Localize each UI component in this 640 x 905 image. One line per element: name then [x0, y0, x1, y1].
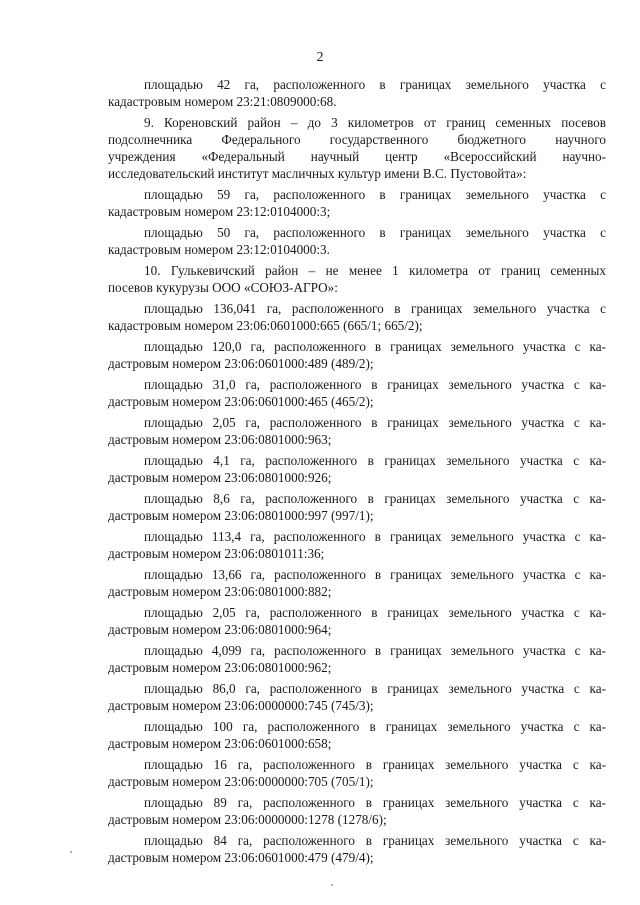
text-line: площадью 2,05 га, расположенного в границах земельного участка с ка-: [144, 605, 606, 620]
text-line: площадью 50 га, расположенного в границах земельного участка с: [144, 225, 606, 240]
paragraph-plot-310ha: [108, 376, 606, 410]
text-line: кадастровым номером 23:12:0104000:3;: [108, 204, 331, 219]
text-line: площадью 89 га, расположенного в границах земельного участка с ка-: [144, 795, 606, 810]
text-line: площадью 136,041 га, расположенного в границах земельного участка с: [144, 301, 606, 316]
paragraph-plot-4099ha: [108, 642, 606, 676]
text-line: площадью 8,6 га, расположенного в границах земельного участка с ка-: [144, 491, 606, 506]
paragraph-plot-86ha: [108, 490, 606, 524]
text-line: площадью 16 га, расположенного в границах земельного участка с ка-: [144, 757, 606, 772]
paragraph-plot-205ha-964: [108, 604, 606, 638]
text-line: дастровым номером 23:06:0601000:489 (489/2);: [108, 356, 374, 371]
text-line: площадью 42 га, расположенного в границах земельного участка с: [144, 77, 606, 92]
paragraph-plot-100ha: [108, 718, 606, 752]
scan-speck: [331, 884, 333, 886]
text-line: площадью 100 га, расположенного в границах земельного участка с ка-: [144, 719, 606, 734]
text-line: площадью 13,66 га, расположенного в границах земельного участка с ка-: [144, 567, 606, 582]
text-line: дастровым номером 23:06:0801000:962;: [108, 660, 332, 675]
text-line: дастровым номером 23:06:0801000:997 (997/1);: [108, 508, 374, 523]
text-line: площадью 4,099 га, расположенного в границах земельного участка с ка-: [144, 643, 606, 658]
document-body: [108, 76, 606, 866]
paragraph-plot-136041ha: [108, 300, 606, 334]
text-line: исследовательский институт масличных культур имени В.С. Пустовойта»:: [108, 166, 527, 181]
text-line: 9. Кореновский район – до 3 километров от границ семенных посевов: [144, 115, 606, 130]
text-line: учреждения «Федеральный научный центр «Всероссийский научно-: [108, 149, 606, 164]
text-line: дастровым номером 23:06:0801000:964;: [108, 622, 332, 637]
text-line: площадью 113,4 га, расположенного в границах земельного участка с ка-: [144, 529, 606, 544]
text-line: дастровым номером 23:06:0000000:745 (745/3);: [108, 698, 374, 713]
paragraph-plot-16ha: [108, 756, 606, 790]
text-line: подсолнечника Федерального государственного бюджетного научного: [108, 132, 606, 147]
text-line: кадастровым номером 23:06:0601000:665 (665/1; 665/2);: [108, 318, 423, 333]
text-line: площадью 31,0 га, расположенного в границах земельного участка с ка-: [144, 377, 606, 392]
text-line: дастровым номером 23:06:0601000:479 (479/4);: [108, 850, 374, 865]
text-line: кадастровым номером 23:21:0809000:68.: [108, 94, 337, 109]
text-line: площадью 59 га, расположенного в границах земельного участка с: [144, 187, 606, 202]
text-line: площадью 2,05 га, расположенного в границах земельного участка с ка-: [144, 415, 606, 430]
text-line: площадью 120,0 га, расположенного в границах земельного участка с ка-: [144, 339, 606, 354]
text-line: дастровым номером 23:06:0601000:658;: [108, 736, 332, 751]
paragraph-plot-84ha: [108, 832, 606, 866]
text-line: дастровым номером 23:06:0801011:36;: [108, 546, 325, 561]
paragraph-item-10-gulkevichsky: [108, 262, 606, 296]
scan-speck: [70, 851, 72, 853]
paragraph-plot-89ha: [108, 794, 606, 828]
paragraph-plot-205ha-963: [108, 414, 606, 448]
text-line: площадью 4,1 га, расположенного в границах земельного участка с ка-: [144, 453, 606, 468]
text-line: 10. Гулькевичский район – не менее 1 километра от границ семенных: [144, 263, 606, 278]
paragraph-plot-59ha: [108, 186, 606, 220]
text-line: посевов кукурузы ООО «СОЮЗ-АГРО»:: [108, 280, 338, 295]
text-line: дастровым номером 23:06:0801000:963;: [108, 432, 332, 447]
text-line: дастровым номером 23:06:0601000:465 (465/2);: [108, 394, 374, 409]
paragraph-plot-1200ha: [108, 338, 606, 372]
text-line: дастровым номером 23:06:0000000:1278 (1278/6);: [108, 812, 387, 827]
text-line: площадью 84 га, расположенного в границах земельного участка с ка-: [144, 833, 606, 848]
text-line: кадастровым номером 23:12:0104000:3.: [108, 242, 330, 257]
text-line: площадью 86,0 га, расположенного в границах земельного участка с ка-: [144, 681, 606, 696]
paragraph-item-9-korenovsky: [108, 114, 606, 182]
paragraph-plot-50ha: [108, 224, 606, 258]
paragraph-plot-42ha: [108, 76, 606, 110]
text-line: дастровым номером 23:06:0801000:882;: [108, 584, 332, 599]
paragraph-plot-860ha: [108, 680, 606, 714]
text-line: дастровым номером 23:06:0801000:926;: [108, 470, 332, 485]
page-number: 2: [316, 50, 324, 65]
paragraph-plot-1366ha: [108, 566, 606, 600]
paragraph-plot-1134ha: [108, 528, 606, 562]
paragraph-plot-41ha: [108, 452, 606, 486]
text-line: дастровым номером 23:06:0000000:705 (705/1);: [108, 774, 374, 789]
